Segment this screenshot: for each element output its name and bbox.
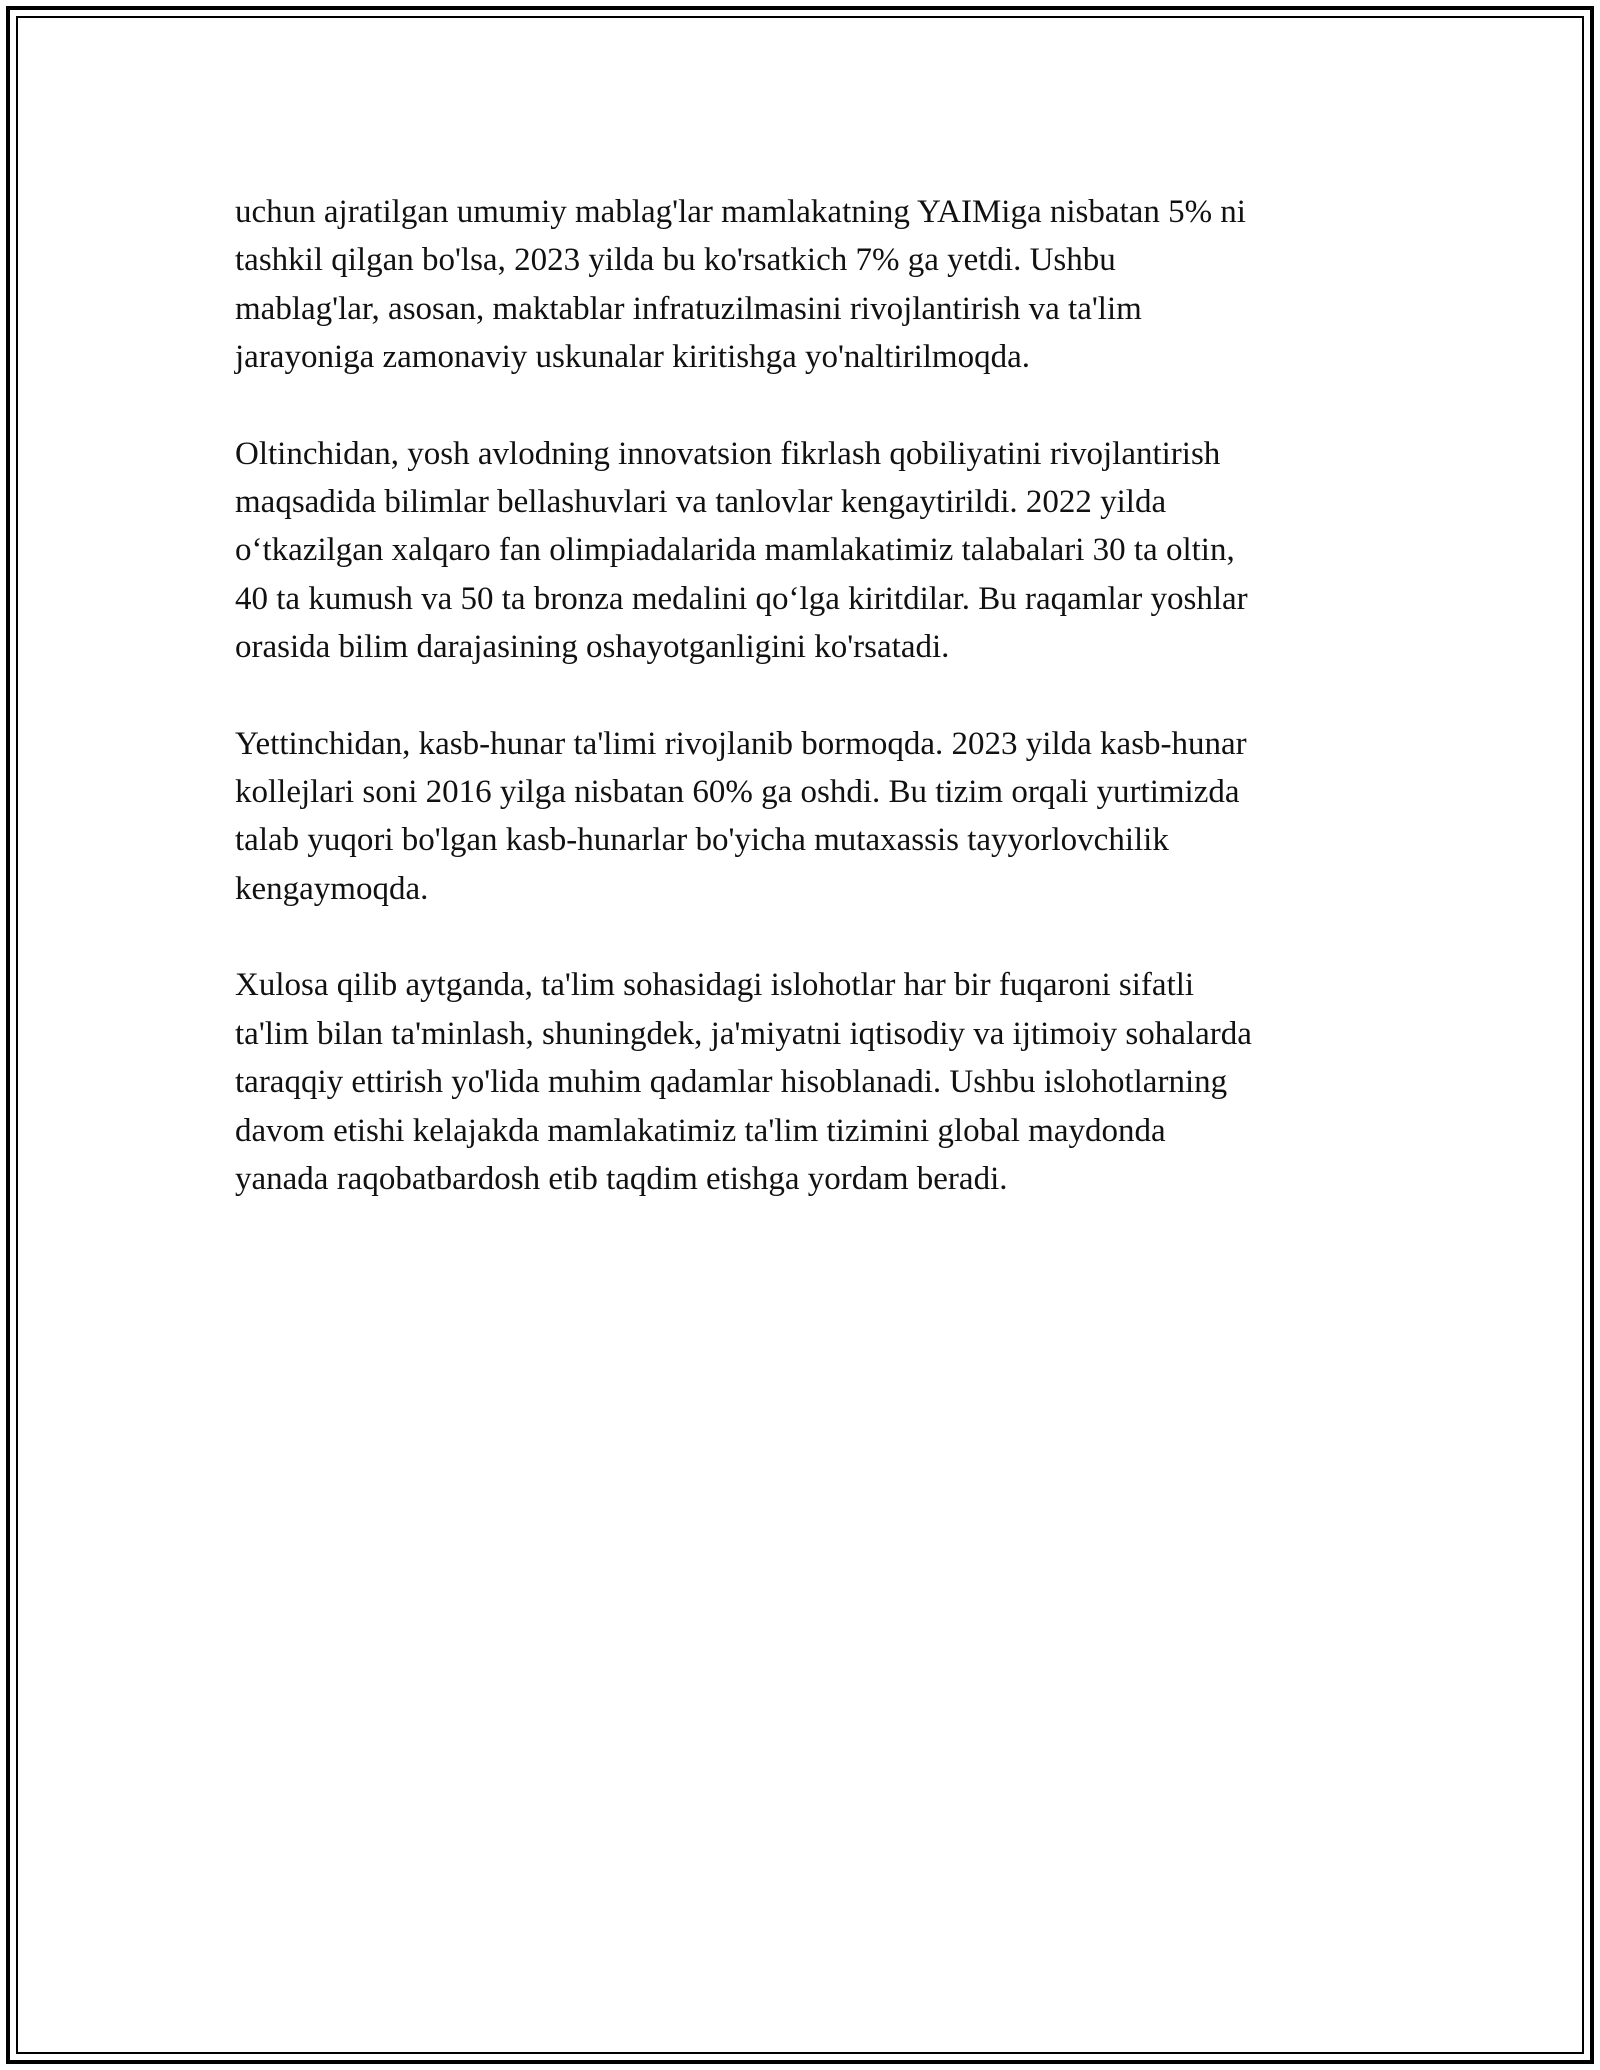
paragraph-olympiads <box>235 430 1375 672</box>
text-line: o‘tkazilgan xalqaro fan olimpiadalarida mamlakatimiz talabalari 30 ta oltin, <box>235 532 1235 569</box>
text-line: kengaymoqda. <box>235 870 429 907</box>
text-line: jarayoniga zamonaviy uskunalar kiritishga yo'naltirilmoqda. <box>235 339 1030 376</box>
text-line: ta'lim bilan ta'minlash, shuningdek, ja'miyatni iqtisodiy va ijtimoiy sohalarda <box>235 1015 1252 1052</box>
text-line: kollejlari soni 2016 yilga nisbatan 60% ga oshdi. Bu tizim orqali yurtimizda <box>235 774 1240 811</box>
text-line: taraqqiy ettirish yo'lida muhim qadamlar hisoblanadi. Ushbu islohotlarning <box>235 1064 1228 1101</box>
text-line: Xulosa qilib aytganda, ta'lim sohasidagi islohotlar har bir fuqaroni sifatli <box>235 967 1195 1004</box>
document-body <box>235 188 1375 1251</box>
text-line: Oltinchidan, yosh avlodning innovatsion fikrlash qobiliyatini rivojlantirish <box>235 435 1221 472</box>
text-line: orasida bilim darajasining oshayotganligini ko'rsatadi. <box>235 629 950 666</box>
paragraph-vocational <box>235 720 1375 914</box>
text-line: yanada raqobatbardosh etib taqdim etishga yordam beradi. <box>235 1160 1008 1197</box>
text-line: Yettinchidan, kasb-hunar ta'limi rivojlanib bormoqda. 2023 yilda kasb-hunar <box>235 725 1247 762</box>
text-line: tashkil qilgan bo'lsa, 2023 yilda bu ko'rsatkich 7% ga yetdi. Ushbu <box>235 242 1116 279</box>
text-line: davom etishi kelajakda mamlakatimiz ta'lim tizimini global maydonda <box>235 1112 1166 1149</box>
text-line: talab yuqori bo'lgan kasb-hunarlar bo'yicha mutaxassis tayyorlovchilik <box>235 822 1169 859</box>
text-line: mablag'lar, asosan, maktablar infratuzilmasini rivojlantirish va ta'lim <box>235 290 1142 327</box>
text-line: uchun ajratilgan umumiy mablag'lar mamlakatning YAIMiga nisbatan 5% ni <box>235 194 1246 230</box>
paragraph-conclusion <box>235 961 1375 1203</box>
text-line: maqsadida bilimlar bellashuvlari va tanlovlar kengaytirildi. 2022 yilda <box>235 484 1167 521</box>
paragraph-budget <box>235 188 1375 382</box>
text-line: 40 ta kumush va 50 ta bronza medalini qo‘lga kiritdilar. Bu raqamlar yoshlar <box>235 580 1248 617</box>
